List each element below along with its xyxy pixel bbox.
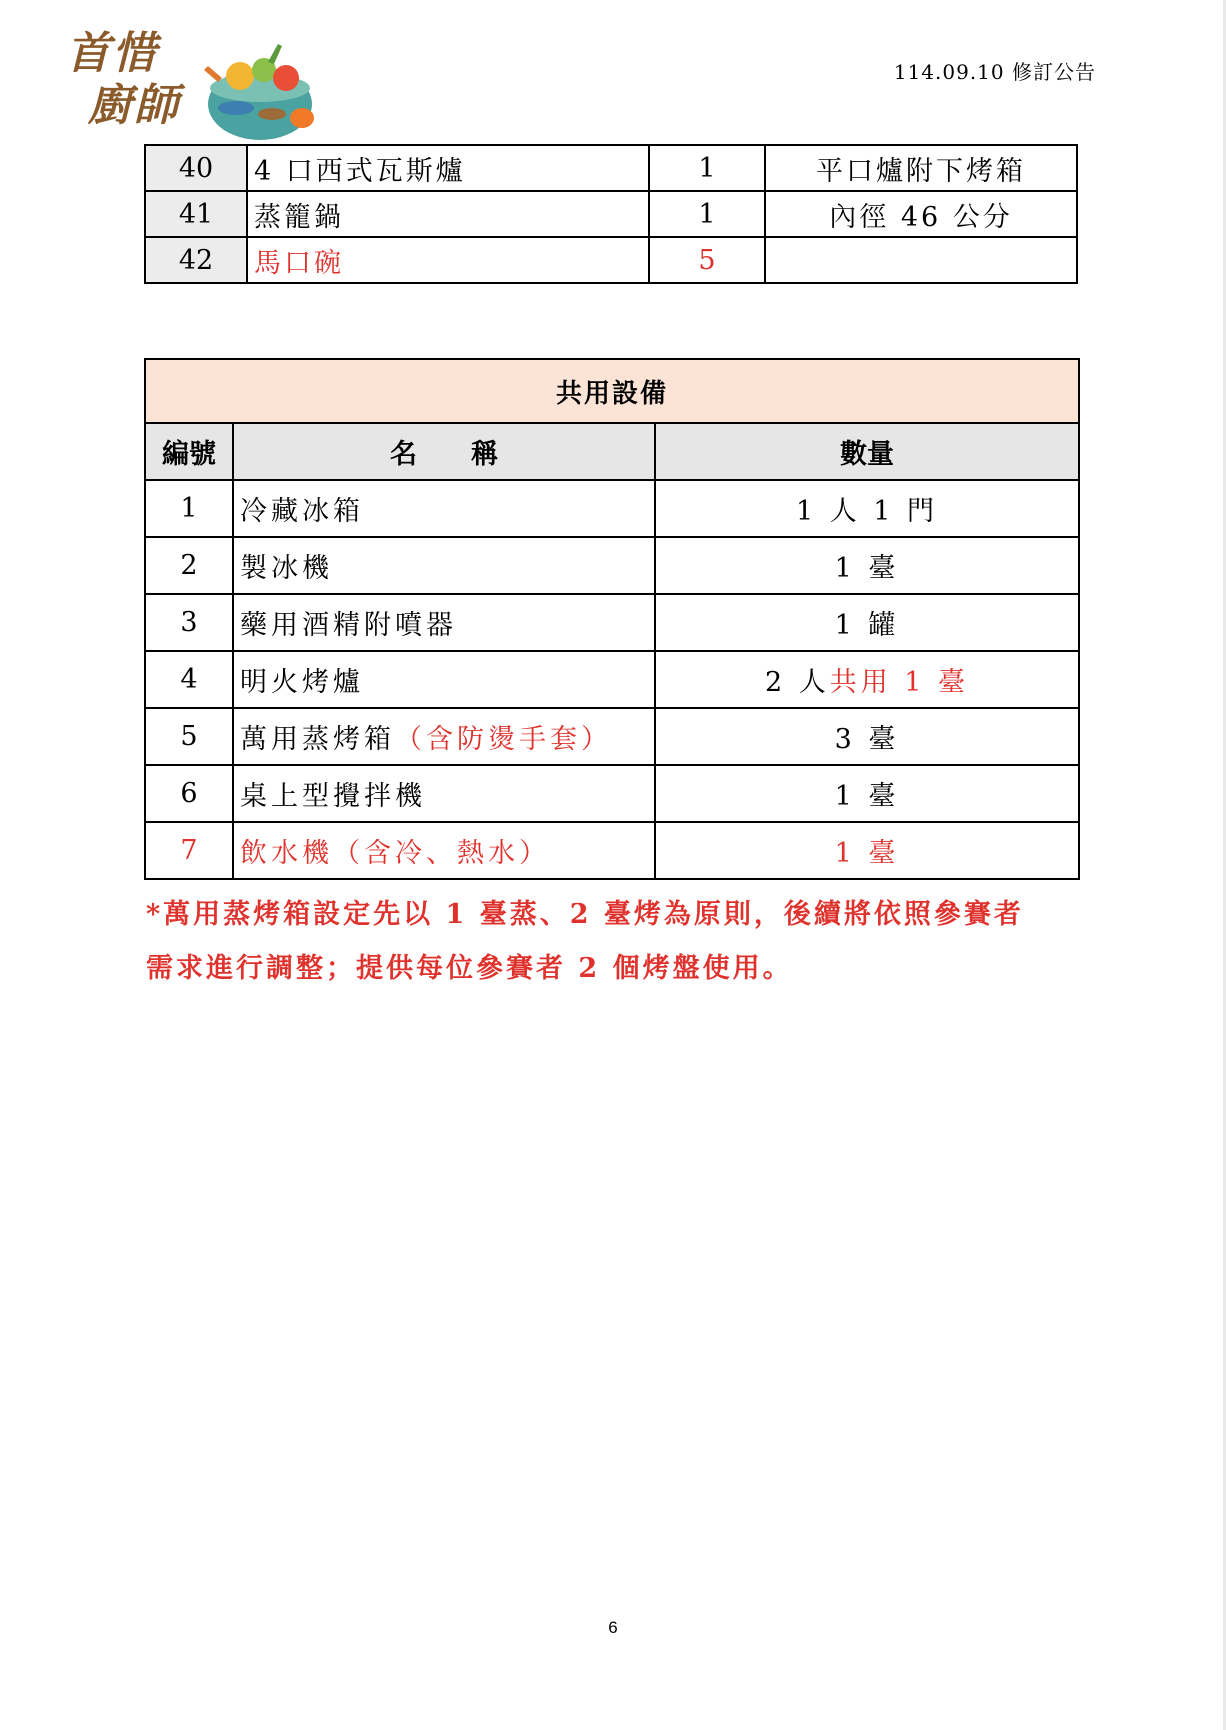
row-number: 5 [145,708,233,765]
logo-text-line1: 首惜 [66,28,158,79]
item-quantity: 1 [649,145,765,191]
item-name: 製冰機 [233,537,655,594]
item-name: 冷藏冰箱 [233,480,655,537]
row-number: 7 [145,822,233,879]
shared-equipment-table [144,358,1080,880]
logo-text [66,28,180,132]
table-row [145,537,1079,594]
logo-text-line2: 廚師 [88,80,180,131]
table-row [145,822,1079,879]
table-row [145,708,1079,765]
item-name: 藥用酒精附噴器 [233,594,655,651]
table-row [145,594,1079,651]
item-quantity: 1 臺 [655,822,1079,879]
item-quantity: 1 臺 [655,765,1079,822]
item-note: 內徑 46 公分 [765,191,1077,237]
item-name: 明火烤爐 [233,651,655,708]
footnote [146,888,1086,996]
item-quantity: 2 人共用 1 臺 [655,651,1079,708]
table-row [145,237,1077,283]
table-row [145,765,1079,822]
row-number: 41 [145,191,247,237]
footnote-line2: 需求進行調整；提供每位參賽者 2 個烤盤使用。 [146,953,793,984]
logo [66,28,336,146]
footnote-line1: *萬用蒸烤箱設定先以 1 臺蒸、2 臺烤為原則，後續將依照參賽者 [146,899,1024,930]
vegetable-bowl-icon [198,42,326,144]
item-name: 萬用蒸烤箱（含防燙手套） [233,708,655,765]
item-quantity: 1 罐 [655,594,1079,651]
header-number: 編號 [145,423,233,480]
row-number: 40 [145,145,247,191]
row-number: 6 [145,765,233,822]
item-name: 蒸籠鍋 [247,191,649,237]
item-note: 平口爐附下烤箱 [765,145,1077,191]
revision-date: 114.09.10 修訂公告 [893,60,1096,84]
row-number: 1 [145,480,233,537]
header-quantity: 數量 [655,423,1079,480]
header-name: 名 稱 [233,423,655,480]
item-name: 桌上型攪拌機 [233,765,655,822]
item-quantity: 1 [649,191,765,237]
item-note [765,237,1077,283]
table-header-row [145,423,1079,480]
equipment-table [144,144,1078,284]
row-number: 42 [145,237,247,283]
table-row [145,145,1077,191]
item-quantity: 1 臺 [655,537,1079,594]
table-row [145,191,1077,237]
row-number: 4 [145,651,233,708]
table-row [145,651,1079,708]
item-quantity: 3 臺 [655,708,1079,765]
item-quantity: 1 人 1 門 [655,480,1079,537]
row-number: 3 [145,594,233,651]
row-number: 2 [145,537,233,594]
item-name: 4 口西式瓦斯爐 [247,145,649,191]
item-name: 馬口碗 [247,237,649,283]
table-row [145,480,1079,537]
item-quantity: 5 [649,237,765,283]
table-title: 共用設備 [145,359,1079,423]
page-number: 6 [608,1618,618,1637]
item-name: 飲水機（含冷、熱水） [233,822,655,879]
